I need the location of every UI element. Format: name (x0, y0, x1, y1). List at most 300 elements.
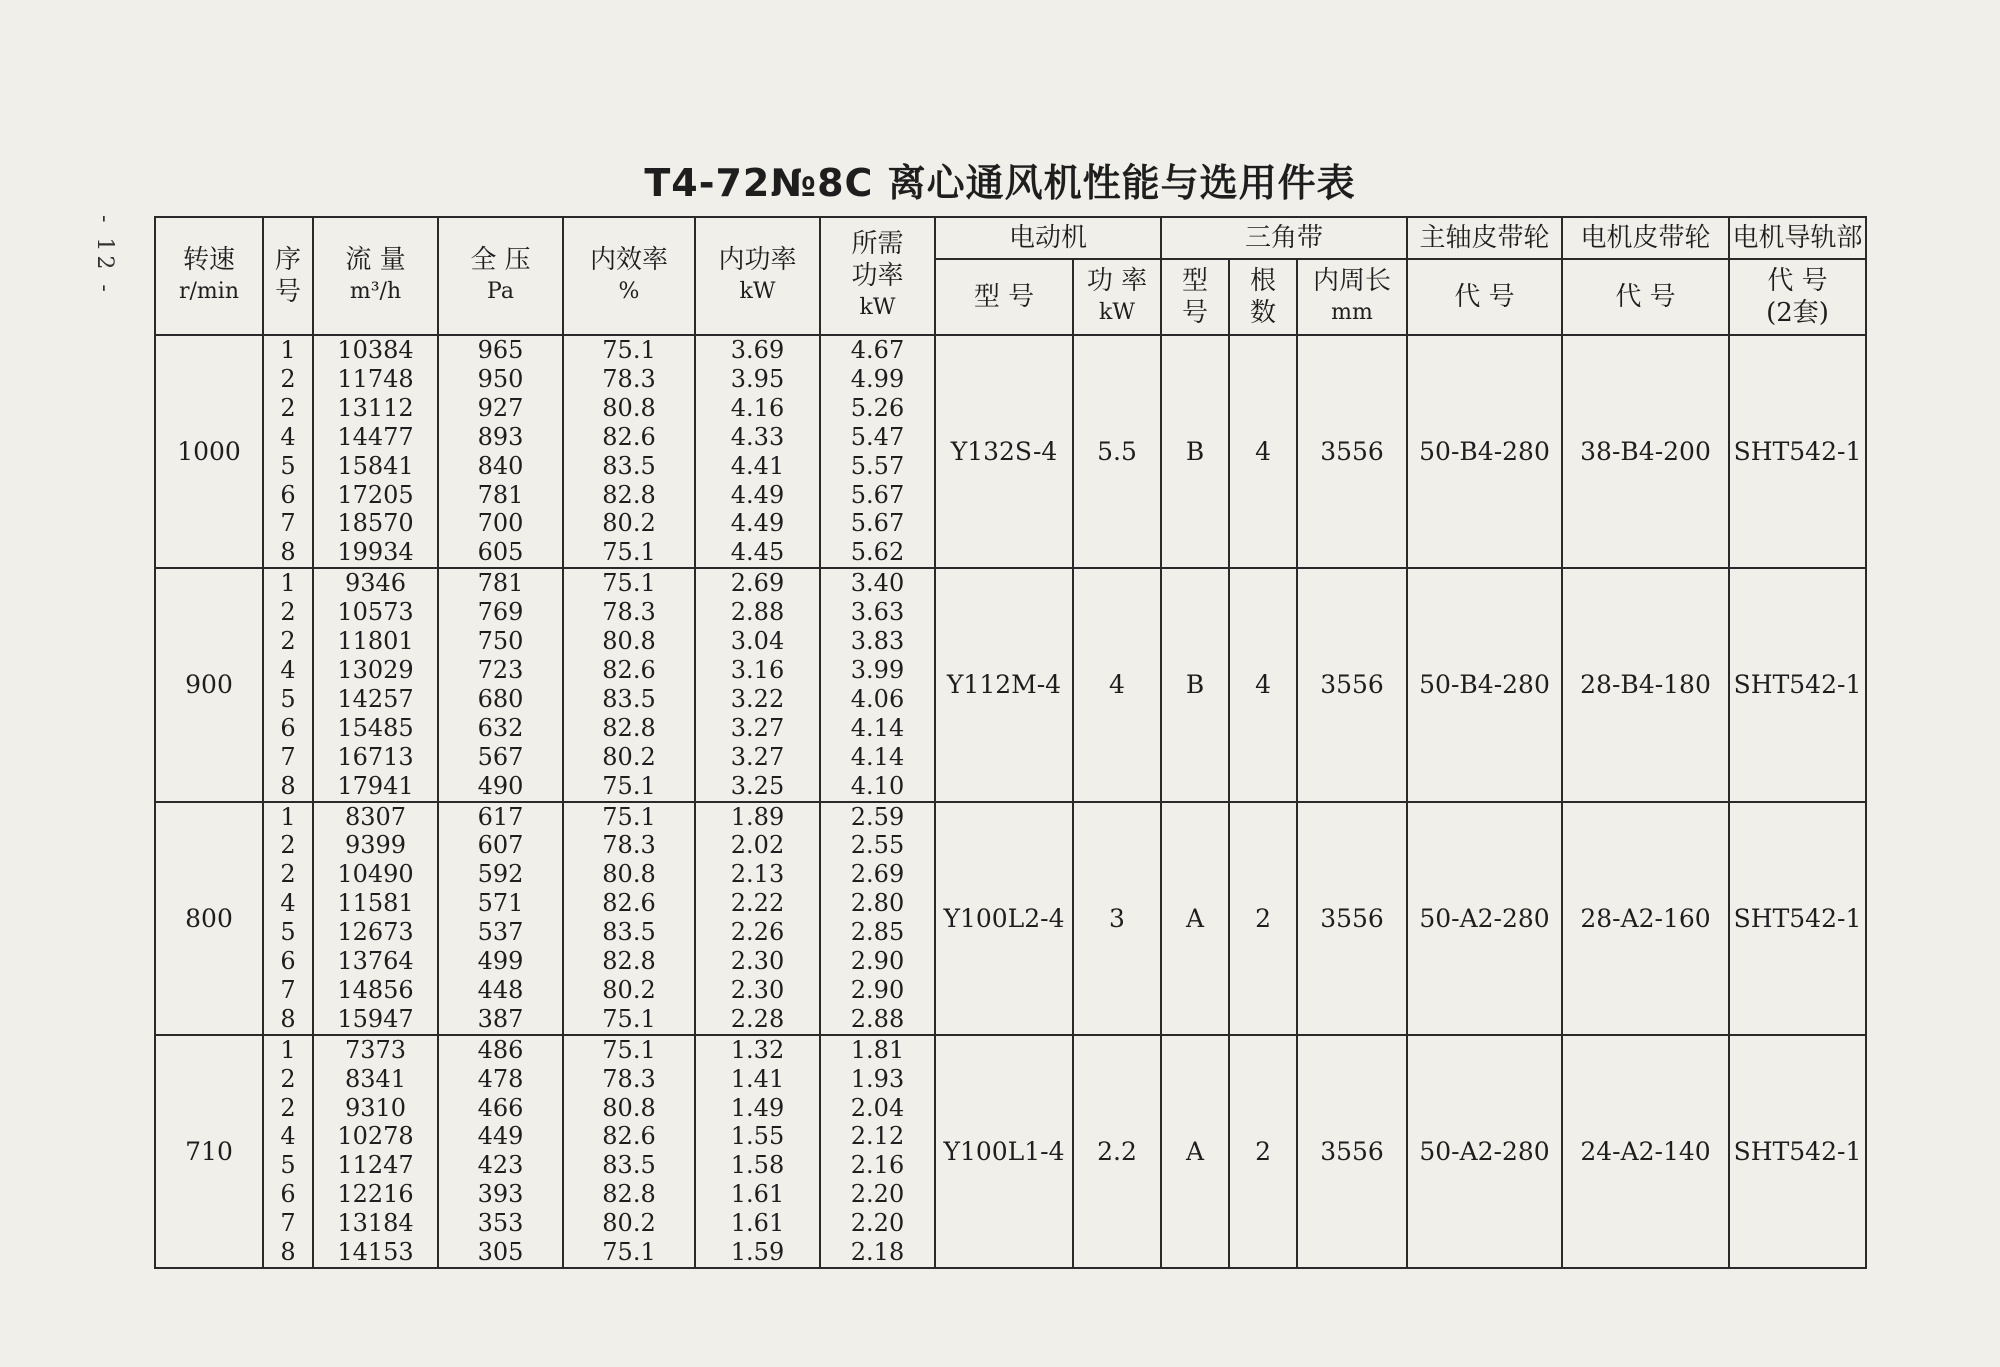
efficiency-value: 78.3 (602, 1064, 656, 1093)
seq-value: 2 (280, 627, 296, 656)
pressure-value: 478 (477, 1064, 524, 1093)
header-flow-unit: m³/h (349, 279, 402, 304)
motor-power-cell: 5.5 (1073, 335, 1161, 568)
required-power-value: 4.10 (850, 771, 905, 800)
efficiency-value: 78.3 (602, 364, 656, 393)
required-power-value: 1.93 (850, 1064, 905, 1093)
speed-cell: 900 (155, 568, 263, 801)
required-power-value: 2.55 (850, 831, 905, 860)
required-power-cell (820, 802, 935, 1035)
header-belt-length-label: 内周长 (1313, 266, 1392, 296)
seq-value: 5 (280, 1151, 296, 1180)
pressure-value: 605 (477, 538, 524, 567)
inner-power-value: 4.33 (730, 422, 785, 451)
speed-cell: 710 (155, 1035, 263, 1268)
required-power-value: 2.69 (850, 860, 905, 889)
header-motor-rail-sets: (2套) (1766, 298, 1829, 328)
seq-value: 6 (280, 947, 296, 976)
inner-power-value: 4.49 (730, 480, 785, 509)
belt-length-cell: 3556 (1297, 335, 1407, 568)
spindle-pulley-cell: 50-B4-280 (1407, 568, 1562, 801)
flow-value: 11801 (337, 627, 414, 656)
efficiency-value: 75.1 (602, 336, 656, 364)
belt-length-cell: 3556 (1297, 1035, 1407, 1268)
inner-power-value: 2.13 (730, 860, 785, 889)
pressure-value: 781 (477, 569, 524, 598)
inner-power-value: 3.04 (730, 627, 785, 656)
required-power-value: 5.26 (850, 393, 905, 422)
required-power-value: 2.18 (850, 1238, 905, 1267)
pressure-cell (438, 1035, 563, 1268)
inner-power-value: 2.22 (730, 889, 785, 918)
belt-count-cell: 2 (1229, 1035, 1297, 1268)
efficiency-value: 80.8 (602, 1093, 656, 1122)
header-inner-power-unit: kW (739, 279, 776, 304)
belt-type-cell: B (1161, 335, 1229, 568)
efficiency-cell (563, 335, 695, 568)
required-power-value: 2.88 (850, 1004, 905, 1033)
flow-cell (313, 802, 438, 1035)
flow-value: 11748 (337, 364, 414, 393)
header-seq-label2: 号 (274, 277, 301, 307)
inner-power-value: 4.49 (730, 509, 785, 538)
motor-rail-cell: SHT542-1 (1729, 335, 1866, 568)
flow-value: 13184 (337, 1209, 414, 1238)
header-motor-rail: 电机导轨部 (1729, 217, 1866, 259)
spindle-pulley-cell: 50-A2-280 (1407, 1035, 1562, 1268)
required-power-value: 5.57 (850, 451, 905, 480)
flow-value: 17205 (337, 480, 414, 509)
efficiency-value: 80.8 (602, 627, 656, 656)
speed-group-row (155, 802, 1866, 1035)
header-efficiency-label: 内效率 (589, 245, 668, 275)
inner-power-value: 1.61 (730, 1209, 785, 1238)
belt-length-cell: 3556 (1297, 802, 1407, 1035)
motor-power-cell: 2.2 (1073, 1035, 1161, 1268)
flow-value: 15841 (337, 451, 414, 480)
motor-rail-cell: SHT542-1 (1729, 1035, 1866, 1268)
required-power-value: 2.85 (850, 918, 905, 947)
motor-power-cell: 4 (1073, 568, 1161, 801)
flow-value: 19934 (337, 538, 414, 567)
pressure-value: 490 (477, 771, 524, 800)
motor-rail-cell: SHT542-1 (1729, 568, 1866, 801)
pressure-value: 617 (477, 802, 524, 831)
motor-pulley-cell: 28-B4-180 (1562, 568, 1729, 801)
pressure-value: 466 (477, 1093, 524, 1122)
header-belt-type-label: 型 (1182, 266, 1209, 296)
seq-cell (263, 1035, 313, 1268)
pressure-value: 567 (477, 742, 524, 771)
seq-value: 4 (280, 889, 296, 918)
seq-cell (263, 335, 313, 568)
flow-value: 16713 (337, 742, 414, 771)
seq-value: 8 (280, 538, 296, 567)
required-power-value: 3.99 (850, 655, 905, 684)
efficiency-value: 75.1 (602, 771, 656, 800)
pressure-value: 769 (477, 598, 524, 627)
pressure-value: 353 (477, 1209, 524, 1238)
required-power-value: 2.20 (850, 1180, 905, 1209)
required-power-value: 4.14 (850, 742, 905, 771)
flow-cell (313, 568, 438, 801)
inner-power-value: 1.61 (730, 1180, 785, 1209)
pressure-cell (438, 568, 563, 801)
inner-power-value: 3.25 (730, 771, 785, 800)
seq-value: 4 (280, 1122, 296, 1151)
header-vbelt: 三角带 (1161, 217, 1407, 259)
header-speed (155, 217, 263, 335)
header-seq-label: 序 (274, 245, 301, 275)
motor-model-cell: Y112M-4 (935, 568, 1073, 801)
inner-power-value: 4.41 (730, 451, 785, 480)
belt-count-cell: 4 (1229, 568, 1297, 801)
header-motor-rail-code (1729, 259, 1866, 335)
efficiency-value: 80.2 (602, 509, 656, 538)
header-pressure (438, 217, 563, 335)
pressure-value: 680 (477, 684, 524, 713)
inner-power-cell (695, 335, 820, 568)
pressure-value: 393 (477, 1180, 524, 1209)
required-power-value: 4.14 (850, 713, 905, 742)
seq-value: 4 (280, 422, 296, 451)
required-power-cell (820, 1035, 935, 1268)
header-motor-rail-code-label: 代 号 (1767, 266, 1828, 296)
required-power-value: 2.16 (850, 1151, 905, 1180)
pressure-value: 499 (477, 947, 524, 976)
efficiency-value: 80.8 (602, 393, 656, 422)
efficiency-value: 83.5 (602, 451, 656, 480)
pressure-value: 632 (477, 713, 524, 742)
required-power-value: 2.80 (850, 889, 905, 918)
required-power-value: 5.62 (850, 538, 905, 567)
motor-pulley-cell: 28-A2-160 (1562, 802, 1729, 1035)
seq-value: 8 (280, 771, 296, 800)
efficiency-value: 83.5 (602, 1151, 656, 1180)
required-power-value: 5.67 (850, 509, 905, 538)
pressure-value: 592 (477, 860, 524, 889)
header-inner-power (695, 217, 820, 335)
efficiency-cell (563, 568, 695, 801)
header-belt-count-label2: 数 (1250, 298, 1277, 328)
pressure-value: 965 (477, 336, 524, 364)
pressure-value: 571 (477, 889, 524, 918)
pressure-cell (438, 802, 563, 1035)
seq-value: 2 (280, 364, 296, 393)
efficiency-cell (563, 802, 695, 1035)
header-belt-length-unit: mm (1331, 300, 1373, 325)
efficiency-value: 80.8 (602, 860, 656, 889)
inner-power-value: 2.30 (730, 947, 785, 976)
inner-power-value: 1.55 (730, 1122, 785, 1151)
header-required-power-label2: 功率 (851, 261, 904, 291)
header-motor: 电动机 (935, 217, 1161, 259)
inner-power-value: 2.26 (730, 918, 785, 947)
flow-value: 12673 (337, 918, 414, 947)
inner-power-value: 4.16 (730, 393, 785, 422)
required-power-value: 2.20 (850, 1209, 905, 1238)
seq-value: 6 (280, 480, 296, 509)
header-belt-type-label2: 号 (1182, 298, 1209, 328)
flow-value: 14257 (337, 684, 414, 713)
seq-value: 2 (280, 1064, 296, 1093)
speed-group-row (155, 335, 1866, 568)
inner-power-value: 1.32 (730, 1035, 785, 1064)
flow-value: 14477 (337, 422, 414, 451)
seq-value: 2 (280, 831, 296, 860)
required-power-cell (820, 568, 935, 801)
efficiency-value: 82.8 (602, 480, 656, 509)
inner-power-cell (695, 802, 820, 1035)
pressure-value: 700 (477, 509, 524, 538)
motor-rail-cell: SHT542-1 (1729, 802, 1866, 1035)
page-title: T4-72№8C 离心通风机性能与选用件表 (644, 161, 1356, 205)
pressure-value: 486 (477, 1035, 524, 1064)
seq-cell (263, 802, 313, 1035)
header-spindle-pulley: 主轴皮带轮 (1407, 217, 1562, 259)
required-power-value: 4.67 (850, 336, 905, 364)
motor-model-cell: Y132S-4 (935, 335, 1073, 568)
pressure-value: 723 (477, 655, 524, 684)
pressure-value: 927 (477, 393, 524, 422)
required-power-value: 2.04 (850, 1093, 905, 1122)
required-power-value: 3.40 (850, 569, 905, 598)
flow-value: 15485 (337, 713, 414, 742)
belt-length-cell: 3556 (1297, 568, 1407, 801)
page-number: - 12 - (92, 215, 117, 296)
pressure-value: 607 (477, 831, 524, 860)
seq-value: 5 (280, 684, 296, 713)
seq-value: 2 (280, 1093, 296, 1122)
seq-value: 5 (280, 918, 296, 947)
flow-value: 11247 (337, 1151, 414, 1180)
motor-power-cell: 3 (1073, 802, 1161, 1035)
efficiency-value: 75.1 (602, 802, 656, 831)
inner-power-value: 2.69 (730, 569, 785, 598)
inner-power-value: 2.30 (730, 975, 785, 1004)
pressure-value: 448 (477, 975, 524, 1004)
flow-value: 9346 (344, 569, 407, 598)
required-power-cell (820, 335, 935, 568)
motor-pulley-cell: 38-B4-200 (1562, 335, 1729, 568)
seq-value: 1 (280, 802, 296, 831)
pressure-value: 537 (477, 918, 524, 947)
efficiency-value: 83.5 (602, 684, 656, 713)
motor-model-cell: Y100L2-4 (935, 802, 1073, 1035)
pressure-value: 449 (477, 1122, 524, 1151)
seq-value: 1 (280, 569, 296, 598)
flow-value: 13029 (337, 655, 414, 684)
inner-power-cell (695, 568, 820, 801)
inner-power-value: 1.59 (730, 1238, 785, 1267)
flow-value: 9399 (344, 831, 407, 860)
header-belt-count (1229, 259, 1297, 335)
header-required-power-unit: kW (859, 295, 896, 320)
pressure-value: 840 (477, 451, 524, 480)
fan-performance-table (154, 216, 1867, 1269)
header-belt-type (1161, 259, 1229, 335)
inner-power-value: 1.89 (730, 802, 785, 831)
inner-power-value: 3.27 (730, 742, 785, 771)
header-flow-label: 流 量 (345, 245, 406, 275)
motor-model-cell: Y100L1-4 (935, 1035, 1073, 1268)
speed-cell: 1000 (155, 335, 263, 568)
seq-value: 8 (280, 1238, 296, 1267)
flow-cell (313, 335, 438, 568)
flow-value: 10490 (337, 860, 414, 889)
spindle-pulley-cell: 50-B4-280 (1407, 335, 1562, 568)
required-power-value: 2.90 (850, 947, 905, 976)
efficiency-cell (563, 1035, 695, 1268)
efficiency-value: 83.5 (602, 918, 656, 947)
flow-value: 10384 (337, 336, 414, 364)
header-speed-unit: r/min (179, 279, 239, 304)
inner-power-value: 3.16 (730, 655, 785, 684)
flow-value: 14153 (337, 1238, 414, 1267)
required-power-value: 5.67 (850, 480, 905, 509)
pressure-value: 305 (477, 1238, 524, 1267)
flow-value: 13764 (337, 947, 414, 976)
flow-value: 8307 (344, 802, 407, 831)
flow-value: 12216 (337, 1180, 414, 1209)
seq-value: 1 (280, 1035, 296, 1064)
header-motor-pulley-code: 代 号 (1562, 259, 1729, 335)
header-flow (313, 217, 438, 335)
efficiency-value: 80.2 (602, 1209, 656, 1238)
speed-group-row (155, 1035, 1866, 1268)
inner-power-value: 4.45 (730, 538, 785, 567)
inner-power-value: 3.69 (730, 336, 785, 364)
efficiency-value: 82.8 (602, 947, 656, 976)
pressure-cell (438, 335, 563, 568)
efficiency-value: 78.3 (602, 831, 656, 860)
efficiency-value: 80.2 (602, 742, 656, 771)
header-required-power-label: 所需 (851, 229, 904, 259)
required-power-value: 3.63 (850, 598, 905, 627)
required-power-value: 1.81 (850, 1035, 905, 1064)
seq-value: 7 (280, 975, 296, 1004)
efficiency-value: 80.2 (602, 975, 656, 1004)
inner-power-value: 3.95 (730, 364, 785, 393)
efficiency-value: 82.6 (602, 1122, 656, 1151)
inner-power-value: 2.28 (730, 1004, 785, 1033)
required-power-value: 2.59 (850, 802, 905, 831)
flow-value: 15947 (337, 1004, 414, 1033)
belt-count-cell: 4 (1229, 335, 1297, 568)
flow-value: 9310 (344, 1093, 407, 1122)
header-required-power (820, 217, 935, 335)
header-speed-label: 转速 (182, 245, 235, 275)
efficiency-value: 75.1 (602, 1004, 656, 1033)
flow-value: 7373 (344, 1035, 407, 1064)
required-power-value: 5.47 (850, 422, 905, 451)
required-power-value: 3.83 (850, 627, 905, 656)
header-spindle-code: 代 号 (1407, 259, 1562, 335)
seq-value: 4 (280, 655, 296, 684)
efficiency-value: 75.1 (602, 538, 656, 567)
flow-value: 11581 (337, 889, 414, 918)
seq-value: 6 (280, 1180, 296, 1209)
header-motor-pulley: 电机皮带轮 (1562, 217, 1729, 259)
motor-pulley-cell: 24-A2-140 (1562, 1035, 1729, 1268)
header-seq (263, 217, 313, 335)
header-inner-power-label: 内功率 (718, 245, 797, 275)
seq-value: 8 (280, 1004, 296, 1033)
pressure-value: 423 (477, 1151, 524, 1180)
required-power-value: 2.12 (850, 1122, 905, 1151)
efficiency-value: 82.6 (602, 422, 656, 451)
efficiency-value: 82.8 (602, 713, 656, 742)
spindle-pulley-cell: 50-A2-280 (1407, 802, 1562, 1035)
inner-power-value: 2.88 (730, 598, 785, 627)
efficiency-value: 75.1 (602, 569, 656, 598)
header-motor-power-label: 功 率 (1086, 266, 1148, 296)
speed-group-row (155, 568, 1866, 801)
required-power-value: 2.90 (850, 975, 905, 1004)
header-belt-length (1297, 259, 1407, 335)
flow-cell (313, 1035, 438, 1268)
header-belt-count-label: 根 (1250, 266, 1277, 296)
seq-value: 2 (280, 393, 296, 422)
efficiency-value: 82.8 (602, 1180, 656, 1209)
pressure-value: 750 (477, 627, 524, 656)
flow-value: 10573 (337, 598, 414, 627)
inner-power-value: 1.41 (730, 1064, 785, 1093)
flow-value: 17941 (337, 771, 414, 800)
seq-value: 2 (280, 860, 296, 889)
flow-value: 14856 (337, 975, 414, 1004)
belt-type-cell: A (1161, 1035, 1229, 1268)
pressure-value: 893 (477, 422, 524, 451)
header-motor-power-unit: kW (1099, 300, 1135, 325)
seq-value: 6 (280, 713, 296, 742)
seq-value: 7 (280, 742, 296, 771)
flow-value: 8341 (344, 1064, 407, 1093)
speed-cell: 800 (155, 802, 263, 1035)
header-motor-power (1073, 259, 1161, 335)
pressure-value: 950 (477, 364, 524, 393)
inner-power-value: 3.27 (730, 713, 785, 742)
header-efficiency-unit: % (618, 279, 640, 304)
inner-power-value: 2.02 (730, 831, 785, 860)
header-pressure-label: 全 压 (470, 245, 531, 275)
required-power-value: 4.06 (850, 684, 905, 713)
belt-type-cell: A (1161, 802, 1229, 1035)
header-efficiency (563, 217, 695, 335)
required-power-value: 4.99 (850, 364, 905, 393)
header-motor-model: 型 号 (935, 259, 1073, 335)
inner-power-value: 1.49 (730, 1093, 785, 1122)
efficiency-value: 82.6 (602, 655, 656, 684)
inner-power-cell (695, 1035, 820, 1268)
efficiency-value: 78.3 (602, 598, 656, 627)
belt-count-cell: 2 (1229, 802, 1297, 1035)
seq-value: 7 (280, 1209, 296, 1238)
seq-value: 2 (280, 598, 296, 627)
header-pressure-unit: Pa (487, 279, 514, 304)
inner-power-value: 1.58 (730, 1151, 785, 1180)
seq-cell (263, 568, 313, 801)
pressure-value: 781 (477, 480, 524, 509)
efficiency-value: 75.1 (602, 1035, 656, 1064)
inner-power-value: 3.22 (730, 684, 785, 713)
flow-value: 10278 (337, 1122, 414, 1151)
flow-value: 18570 (337, 509, 414, 538)
efficiency-value: 75.1 (602, 1238, 656, 1267)
seq-value: 5 (280, 451, 296, 480)
flow-value: 13112 (337, 393, 414, 422)
efficiency-value: 82.6 (602, 889, 656, 918)
